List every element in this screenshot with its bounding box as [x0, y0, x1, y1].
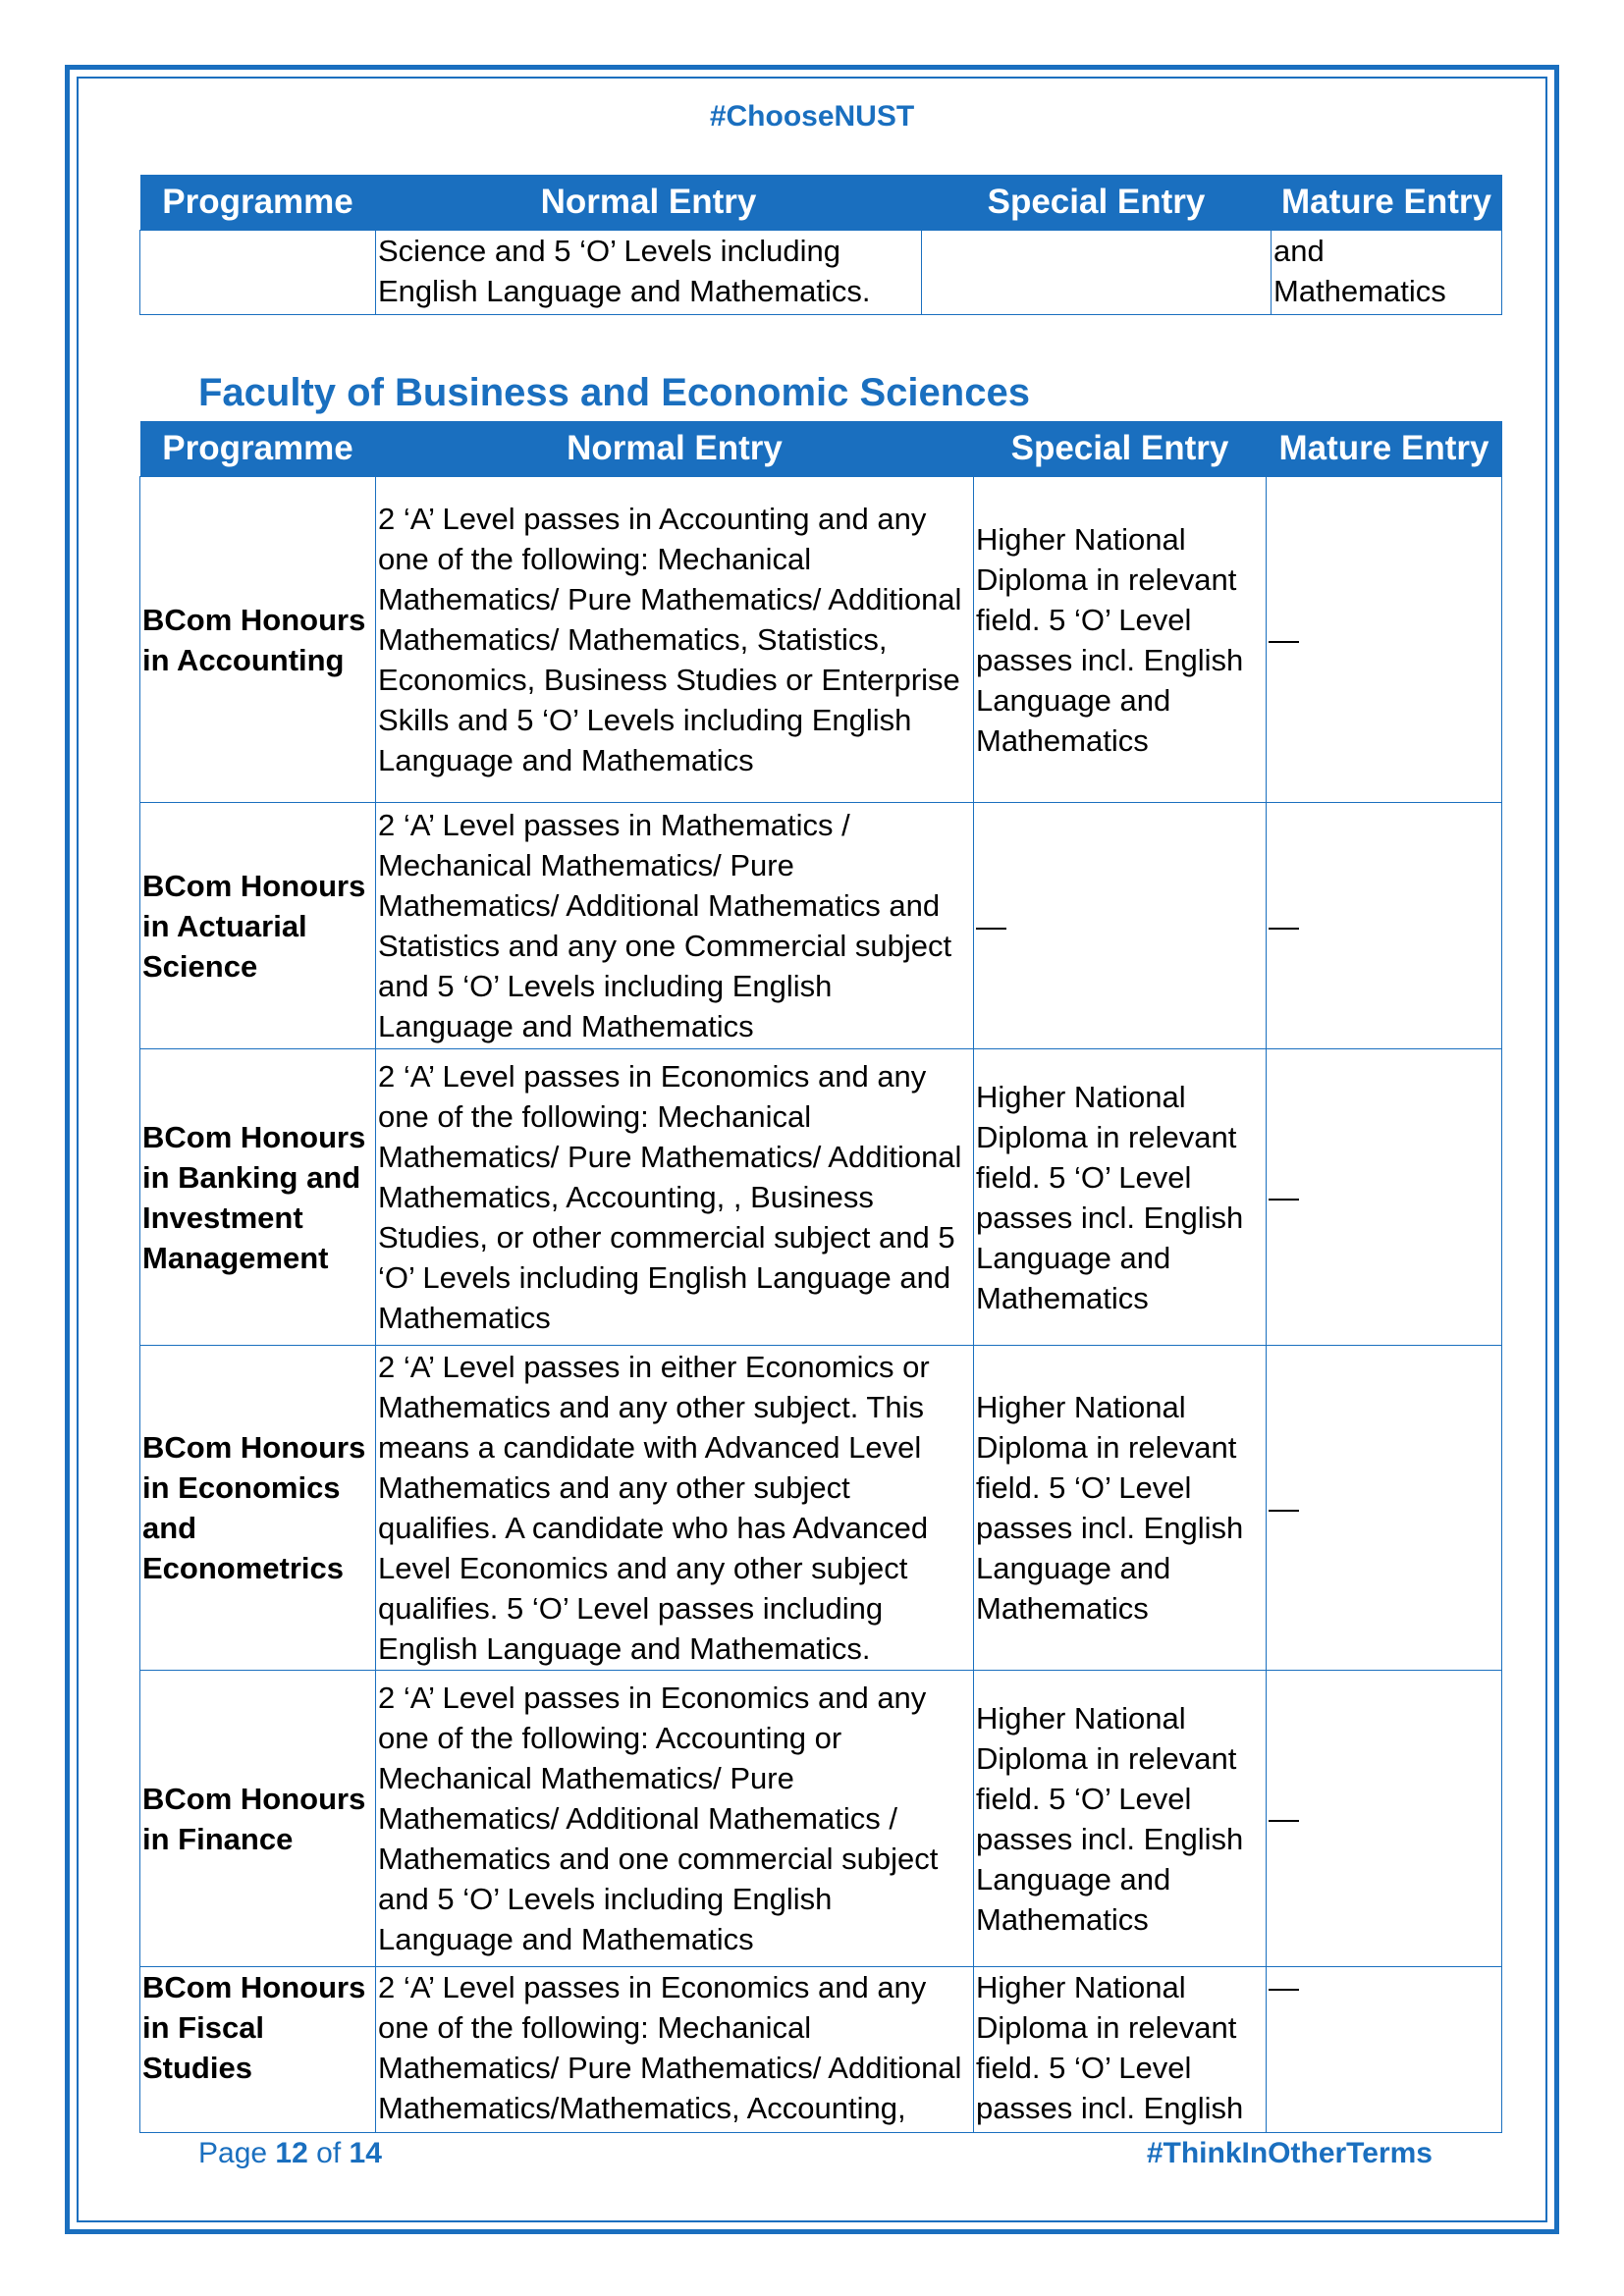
- cell-mature: —: [1267, 803, 1502, 1049]
- col-mature-header: Mature Entry: [1272, 175, 1502, 231]
- footer-hashtag: #ThinkInOtherTerms: [1146, 2137, 1433, 2169]
- cell-programme: BCom Honours in Fiscal Studies: [140, 1967, 376, 2133]
- cell-normal: 2 ‘A’ Level passes in Accounting and any one of the following: Mechanical Mathematics/ Pure Mathematics/ Additional Mathematics/ Mathematics, Statistics, Economics, Business Studies or Enterprise Skills and 5 ‘O’ Levels including English Language and Mathematics: [376, 477, 974, 803]
- table-header-row: [140, 421, 1502, 477]
- page-current: 12: [275, 2137, 308, 2169]
- page-label: Page: [198, 2137, 268, 2169]
- col-special-header: Special Entry: [974, 421, 1267, 477]
- table-row: [140, 803, 1502, 1049]
- cell-normal: 2 ‘A’ Level passes in Economics and any one of the following: Mechanical Mathematics/ Pure Mathematics/ Additional Mathematics, Accounting, , Business Studies, or other commercial subject and 5 ‘O’ Levels including English Language and Mathematics: [376, 1049, 974, 1346]
- cell-programme: BCom Honours in Actuarial Science: [140, 803, 376, 1049]
- programme-table: [139, 421, 1502, 2133]
- col-programme-header: Programme: [140, 175, 376, 231]
- header-hashtag: #ChooseNUST: [709, 100, 915, 133]
- faculty-heading: Faculty of Business and Economic Sciences: [198, 371, 1030, 414]
- cell-mature: —: [1267, 1671, 1502, 1967]
- cell-normal: 2 ‘A’ Level passes in Economics and any one of the following: Mechanical Mathematics/ Pure Mathematics/ Additional Mathematics/Mathematics, Accounting,: [376, 1967, 974, 2133]
- col-normal-header: Normal Entry: [376, 421, 974, 477]
- cell-normal: Science and 5 ‘O’ Levels including English Language and Mathematics.: [376, 231, 922, 315]
- cell-special: Higher National Diploma in relevant field. 5 ‘O’ Level passes incl. English Language and Mathematics: [974, 1671, 1267, 1967]
- table-row: [140, 477, 1502, 803]
- page-number: [198, 2137, 382, 2170]
- cell-special: Higher National Diploma in relevant field. 5 ‘O’ Level passes incl. English Language and Mathematics: [974, 477, 1267, 803]
- continuation-table: [139, 175, 1502, 315]
- col-special-header: Special Entry: [922, 175, 1272, 231]
- cell-programme: [140, 231, 376, 315]
- cell-special: Higher National Diploma in relevant field. 5 ‘O’ Level passes incl. English Language and Mathematics: [974, 1049, 1267, 1346]
- cell-mature: —: [1267, 1049, 1502, 1346]
- cell-mature: —: [1267, 1346, 1502, 1671]
- col-normal-header: Normal Entry: [376, 175, 922, 231]
- cell-mature: and Mathematics: [1272, 231, 1502, 315]
- cell-special: Higher National Diploma in relevant field. 5 ‘O’ Level passes incl. English: [974, 1967, 1267, 2133]
- of-label: of: [316, 2137, 342, 2169]
- cell-normal: 2 ‘A’ Level passes in Mathematics / Mechanical Mathematics/ Pure Mathematics/ Additional Mathematics and Statistics and any one Commercial subject and 5 ‘O’ Levels including English Language and Mathematics: [376, 803, 974, 1049]
- cell-special: —: [974, 803, 1267, 1049]
- table-row: [140, 1049, 1502, 1346]
- table-header-row: [140, 175, 1502, 231]
- cell-normal: 2 ‘A’ Level passes in either Economics or Mathematics and any other subject. This means a candidate with Advanced Level Mathematics and any other subject qualifies. A candidate who has Advanced Level Economics and any other subject qualifies. 5 ‘O’ Level passes including English Language and Mathematics.: [376, 1346, 974, 1671]
- cell-mature: —: [1267, 477, 1502, 803]
- table-row: [140, 231, 1502, 315]
- cell-programme: BCom Honours in Economics and Econometrics: [140, 1346, 376, 1671]
- col-mature-header: Mature Entry: [1267, 421, 1502, 477]
- table-row: [140, 1967, 1502, 2133]
- cell-programme: BCom Honours in Banking and Investment Management: [140, 1049, 376, 1346]
- cell-programme: BCom Honours in Accounting: [140, 477, 376, 803]
- cell-programme: BCom Honours in Finance: [140, 1671, 376, 1967]
- col-programme-header: Programme: [140, 421, 376, 477]
- cell-special: Higher National Diploma in relevant field. 5 ‘O’ Level passes incl. English Language and Mathematics: [974, 1346, 1267, 1671]
- cell-special: [922, 231, 1272, 315]
- table-row: [140, 1346, 1502, 1671]
- table-row: [140, 1671, 1502, 1967]
- page-total: 14: [349, 2137, 382, 2169]
- cell-mature: —: [1267, 1967, 1502, 2133]
- cell-normal: 2 ‘A’ Level passes in Economics and any one of the following: Accounting or Mechanical Mathematics/ Pure Mathematics/ Additional Mathematics / Mathematics and one commercial subject and 5 ‘O’ Levels including English Language and Mathematics: [376, 1671, 974, 1967]
